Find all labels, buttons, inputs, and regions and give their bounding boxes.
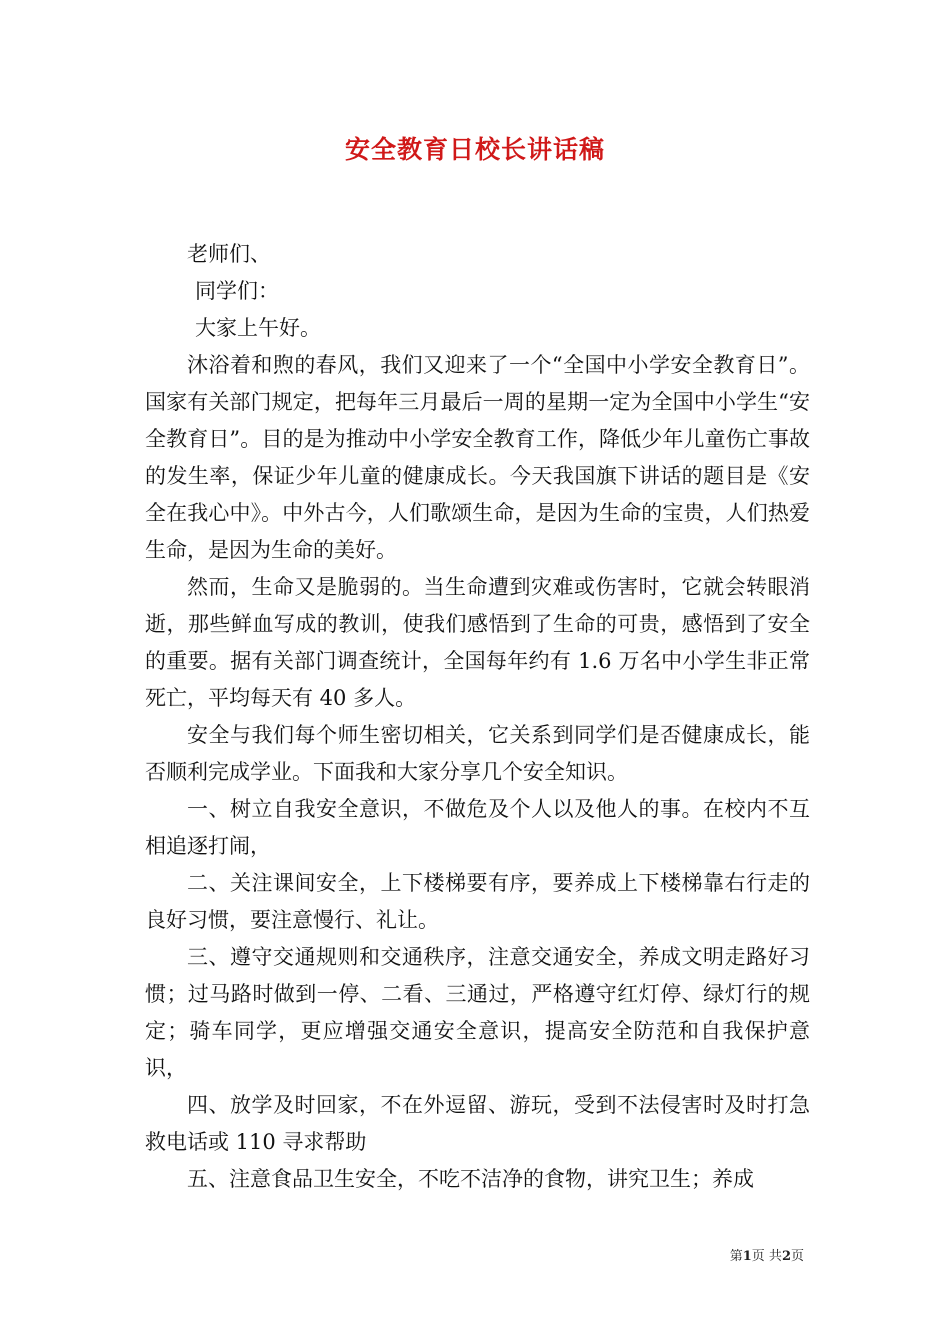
greeting-students: 同学们： [195, 279, 279, 303]
list-item: 四、放学及时回家，不在外逗留、游玩，受到不法侵害时及时打急救电话或 110 寻求帮助 [145, 1093, 810, 1154]
footer-current-page: 1 [742, 1249, 752, 1264]
paragraph: 然而，生命又是脆弱的。当生命遭到灾难或伤害时，它就会转眼消逝，那些鲜血写成的教训，使我们感悟到了生命的可贵，感悟到了安全的重要。据有关部门调查统计，全国每年约有 1.6 万名中小学生非正常死亡，平均每天有 40 多人。 [145, 575, 810, 710]
list-item: 一、树立自我安全意识，不做危及个人以及他人的事。在校内不互相追逐打闹， [145, 797, 810, 858]
page-title: 安全教育日校长讲话稿 [344, 135, 605, 164]
list-item: 二、关注课间安全，上下楼梯要有序，要养成上下楼梯靠右行走的良好习惯，要注意慢行、礼让。 [145, 871, 810, 932]
list-item: 五、注意食品卫生安全，不吃不洁净的食物，讲究卫生；养成 [187, 1167, 754, 1191]
footer-prefix: 第 [729, 1249, 743, 1264]
paragraph: 沐浴着和煦的春风，我们又迎来了一个“全国中小学安全教育日”。国家有关部门规定，把每年三月最后一周的星期一定为全国中小学生“安全教育日”。目的是为推动中小学安全教育工作，降低少年儿童伤亡事故的发生率，保证少年儿童的健康成长。今天我国旗下讲话的题目是《安全在我心中》。中外古今，人们歌颂生命，是因为生命的宝贵，人们热爱生命，是因为生命的美好。 [145, 353, 810, 562]
list-item: 三、遵守交通规则和交通秩序，注意交通安全，养成文明走路好习惯；过马路时做到一停、二看、三通过，严格遵守红灯停、绿灯行的规定；骑车同学，更应增强交通安全意识，提高安全防范和自我保护意识， [145, 945, 810, 1080]
page-number-footer [730, 1248, 804, 1266]
document-body [145, 236, 810, 1198]
footer-middle: 页 共 [751, 1249, 782, 1264]
paragraph: 安全与我们每个师生密切相关，它关系到同学们是否健康成长，能否顺利完成学业。下面我和大家分享几个安全知识。 [145, 723, 810, 784]
footer-suffix: 页 [790, 1249, 804, 1264]
greeting-teachers: 老师们、 [187, 242, 271, 266]
footer-total-pages: 2 [781, 1249, 791, 1264]
greeting-morning: 大家上午好。 [195, 316, 321, 340]
